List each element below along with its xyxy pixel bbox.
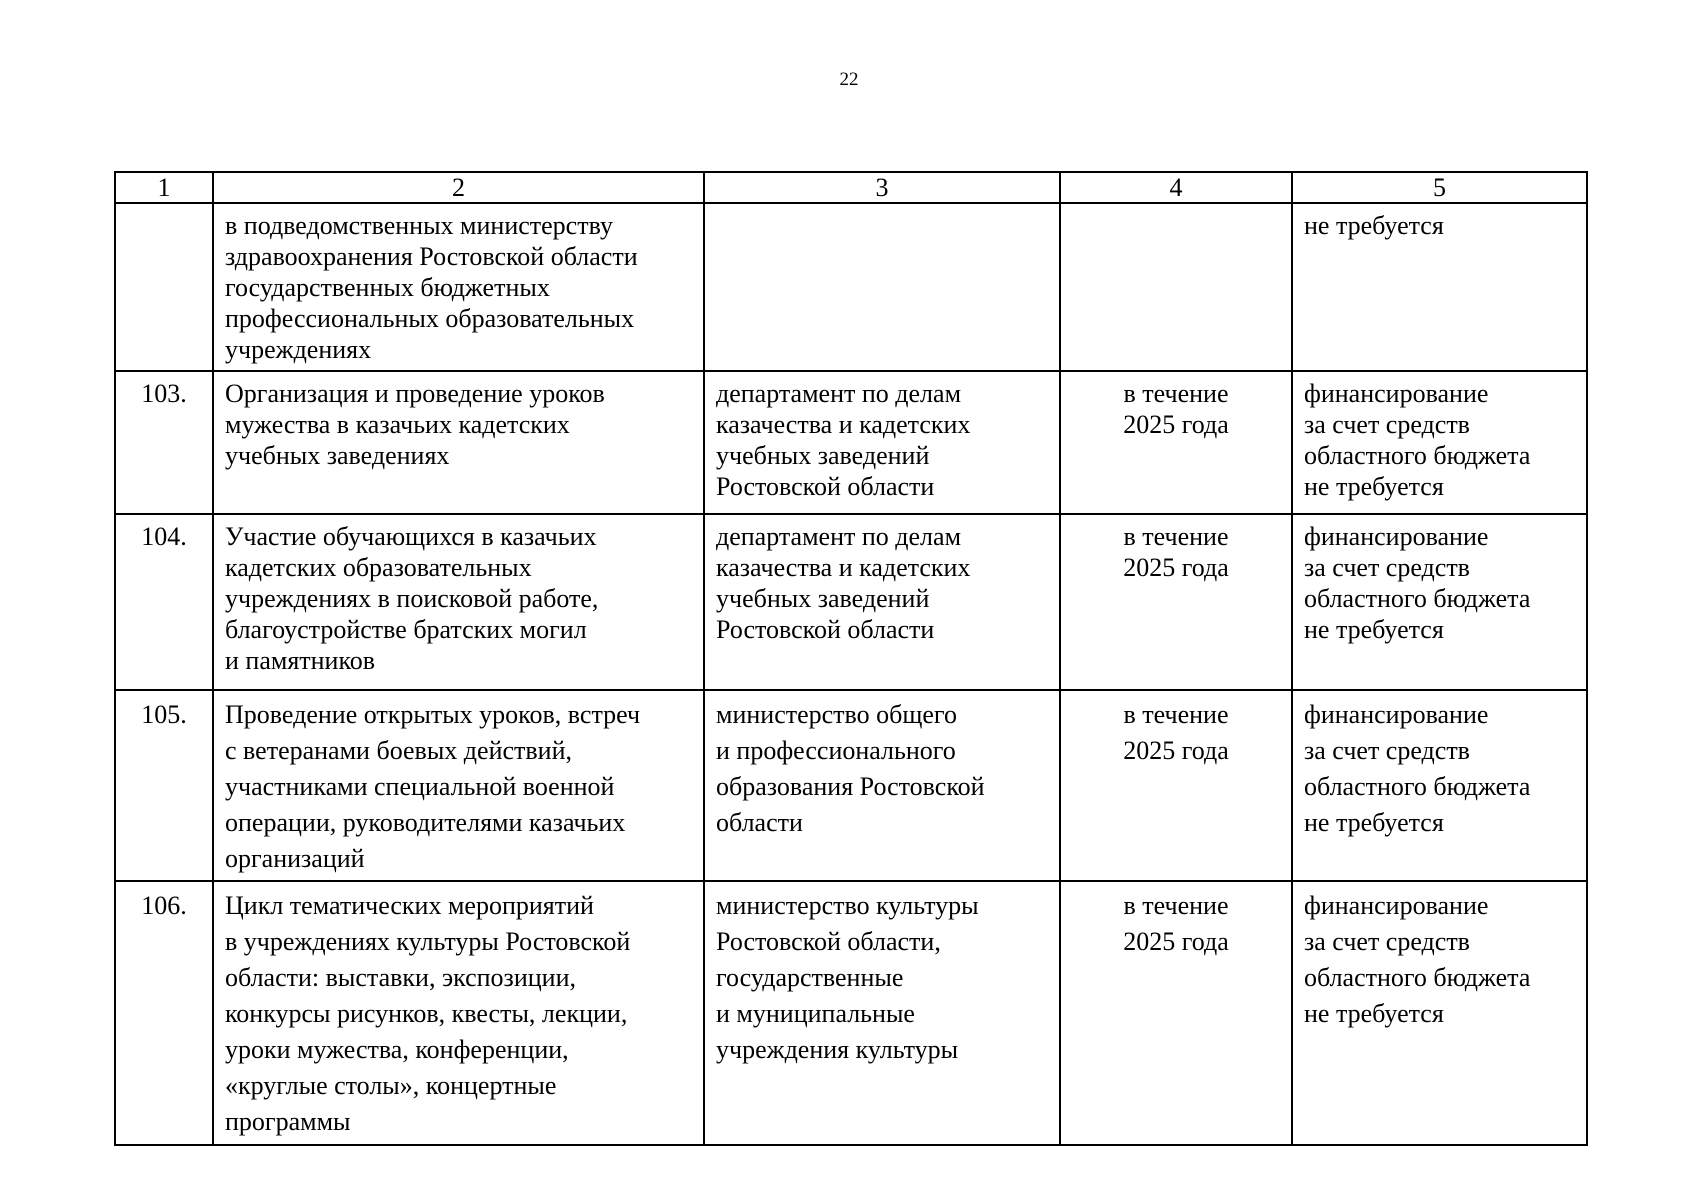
term-text: в течение 2025 года — [1123, 379, 1229, 439]
financing-text: не требуется — [1304, 211, 1444, 240]
event-text: Цикл тематических мероприятий в учреждениях культуры Ростовской области: выставки, экспозиции, конкурсы рисунков, квесты, лекции, уроки мужества, конференции, «круглые столы», концертные программы — [225, 891, 631, 1136]
column-numbers-row — [115, 172, 1587, 203]
event-text: Организация и проведение уроков мужества в казачьих кадетских учебных заведениях — [225, 379, 605, 470]
executor-cell — [704, 371, 1060, 514]
event-text: Проведение открытых уроков, встреч с ветеранами боевых действий, участниками специальной военной операции, руководителями казачьих организаций — [225, 700, 641, 873]
page-number: 22 — [839, 69, 859, 90]
financing-text: финансирование за счет средств областного бюджета не требуется — [1304, 700, 1531, 837]
financing-text: финансирование за счет средств областного бюджета не требуется — [1304, 522, 1531, 644]
column-header-1: 1 — [115, 172, 213, 203]
financing-cell — [1292, 371, 1587, 514]
executor-cell — [704, 690, 1060, 881]
financing-text: финансирование за счет средств областного бюджета не требуется — [1304, 891, 1531, 1028]
table-row-105 — [115, 690, 1587, 881]
table-row-continuation — [115, 203, 1587, 371]
executor-cell — [704, 881, 1060, 1145]
row-number: 106. — [141, 891, 187, 920]
event-cell — [213, 203, 704, 371]
financing-cell — [1292, 514, 1587, 690]
term-text: в течение 2025 года — [1123, 522, 1229, 582]
term-cell — [1060, 203, 1292, 371]
row-number-cell — [115, 881, 213, 1145]
executor-text: министерство культуры Ростовской области, государственные и муниципальные учреждения культуры — [716, 891, 979, 1064]
column-header-5: 5 — [1292, 172, 1587, 203]
executor-cell — [704, 203, 1060, 371]
executor-text: министерство общего и профессионального образования Ростовской области — [716, 700, 985, 837]
row-number: 103. — [141, 379, 187, 408]
row-number-cell — [115, 203, 213, 371]
event-text: Участие обучающихся в казачьих кадетских образовательных учреждениях в поисковой работе, благоустройстве братских могил и памятников — [225, 522, 599, 675]
row-number: 104. — [141, 522, 187, 551]
executor-text: департамент по делам казачества и кадетских учебных заведений Ростовской области — [716, 379, 971, 501]
row-number-cell — [115, 690, 213, 881]
financing-cell — [1292, 690, 1587, 881]
event-cell — [213, 690, 704, 881]
row-number: 105. — [141, 700, 187, 729]
column-header-2: 2 — [213, 172, 704, 203]
column-header-3: 3 — [704, 172, 1060, 203]
term-text: в течение 2025 года — [1123, 891, 1229, 956]
table-row-103 — [115, 371, 1587, 514]
executor-text: департамент по делам казачества и кадетских учебных заведений Ростовской области — [716, 522, 971, 644]
column-header-4: 4 — [1060, 172, 1292, 203]
event-cell — [213, 514, 704, 690]
financing-text: финансирование за счет средств областного бюджета не требуется — [1304, 379, 1531, 501]
executor-cell — [704, 514, 1060, 690]
event-text: в подведомственных министерству здравоохранения Ростовской области государственных бюджетных профессиональных образовательных учреждениях — [225, 211, 638, 364]
table-row-106 — [115, 881, 1587, 1145]
term-cell — [1060, 514, 1292, 690]
event-cell — [213, 881, 704, 1145]
table-row-104 — [115, 514, 1587, 690]
financing-cell — [1292, 881, 1587, 1145]
term-text: в течение 2025 года — [1123, 700, 1229, 765]
activities-table — [114, 171, 1588, 1146]
financing-cell — [1292, 203, 1587, 371]
term-cell — [1060, 371, 1292, 514]
event-cell — [213, 371, 704, 514]
row-number-cell — [115, 514, 213, 690]
term-cell — [1060, 881, 1292, 1145]
term-cell — [1060, 690, 1292, 881]
row-number-cell — [115, 371, 213, 514]
